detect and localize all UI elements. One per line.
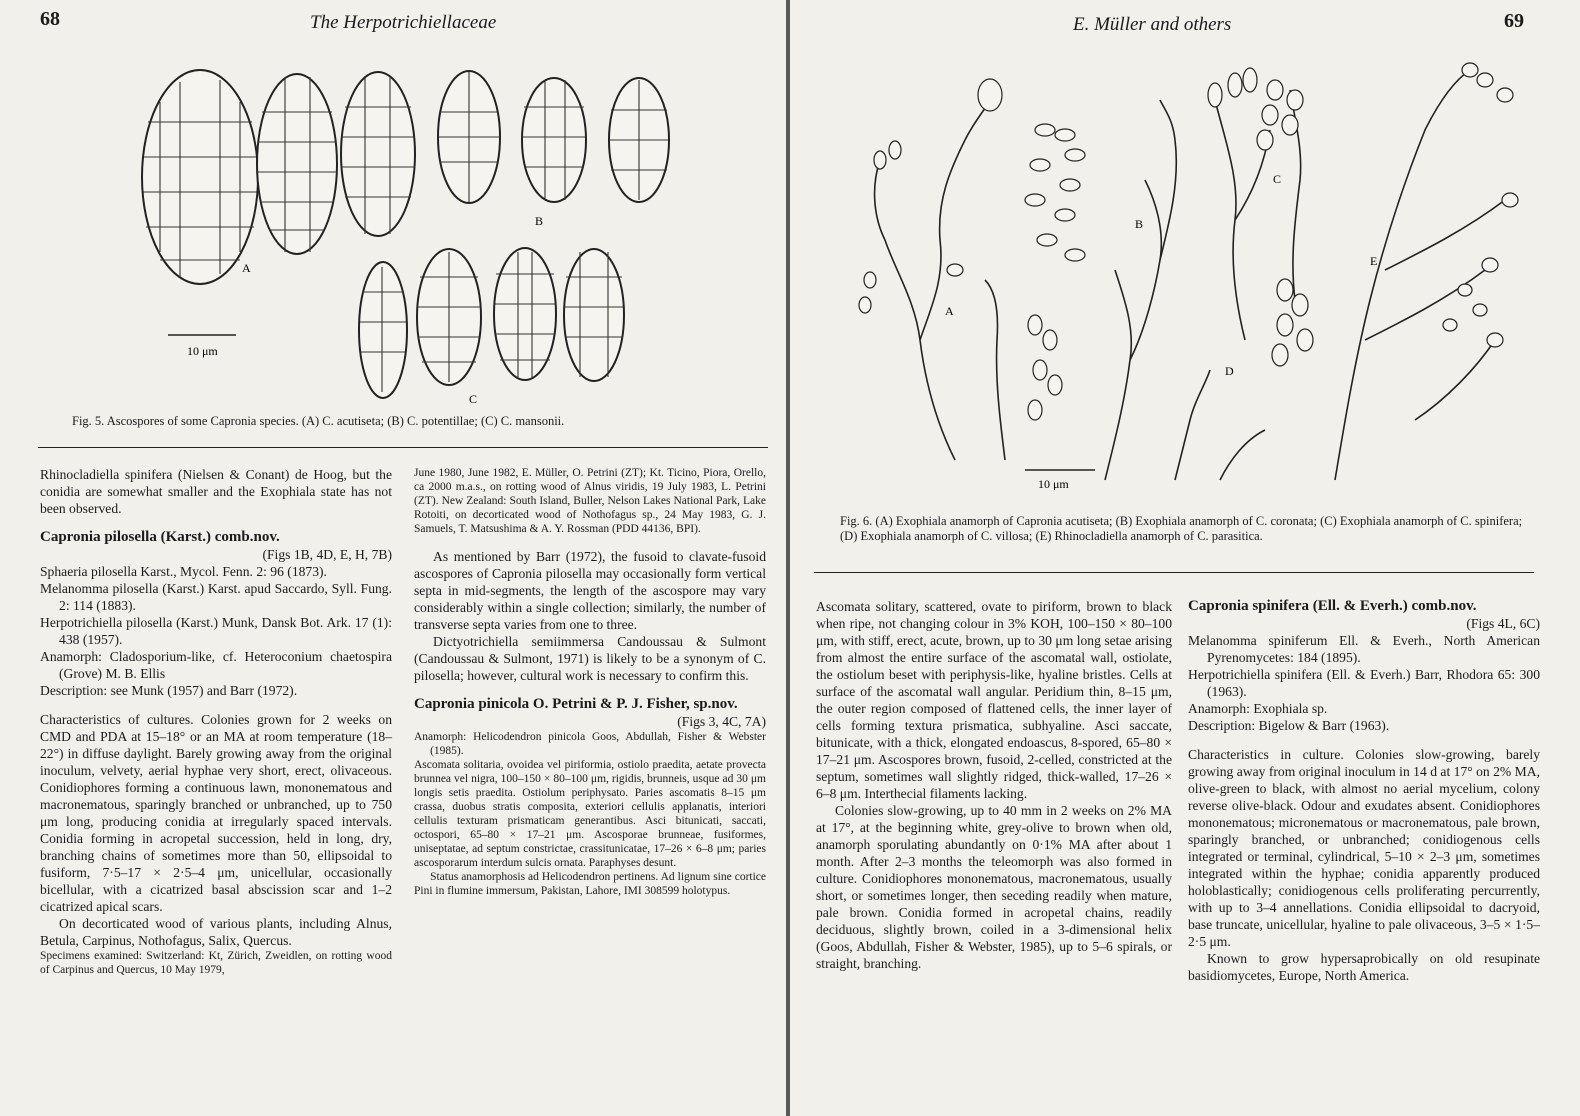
anamorph: Anamorph: Exophiala sp. [1188, 701, 1328, 716]
paragraph: Rhinocladiella spinifera (Nielsen & Conant) de Hoog, but the conidia are somewhat smaller and the Exophiala state has not been observed. [40, 467, 392, 516]
figure-letter-b: B [1135, 217, 1144, 231]
paragraph: Characteristics of cultures. Colonies grown for 2 weeks on CMD and PDA at 15–18° or an MA at room temperature (18–22°) in diffuse daylight. Barely growing away from the original inoculum, velvety, aerial hyphae very short, erect, olivaceous. Conidiophores forming a continuous lawn, mononematous and macronematous, sparingly branched or unbranched, up to 750 μm long, producing conidia at irregularly spaced intervals. Conidia forming in acropetal succession, held in long, dry, branching chains of sometimes more than 50, ellipsoidal to fusiform, 7·5–17 × 2·5–4 μm, unicellular, occasionally bicellular, with a cicatrized basal abscission scar and 1–2 cicatrized apical scars. [40, 712, 392, 914]
latin-diagnosis: Ascomata solitaria, ovoidea vel piriformia, ostiolo praedita, aetate provecta brunnea vel nigra, 100–150 × 80–100 μm, rigidis, brunneis, usque ad 30 μm longis setis praedita. Ostiolum periphysato. Paries ascomatis 8–15 μm crassa, duobus stratis composita, exteriori cellulis applanatis, interiori cellulis texturam prismaticam generantibus. Asci bitunicati, saccati, octospori, 65–80 × 17–21 μm. Ascosporae brunneae, fusiformes, uniseptatae, ad septum constrictae, crassitunicatae, 17–26 × 6–8 μm; paries ascosporarum interdum sulcis ornata. Paraphyses desunt. [414, 759, 766, 869]
paragraph: Ascomata solitary, scattered, ovate to piriform, brown to black when ripe, not changing colour in 3% KOH, 100–150 × 80–100 μm, with stiff, erect, acute, brown, up to 30 μm long setae arising from almost the entire surface of the ascomatal wall, ostiolate, the ostiolum beset with periphysis-like, hyaline bristles. Cells at surface of the ascomatal wall angular. Peridium thin, 8–15 μm, the outer region composed of flattened cells, the inner layer of cells forming textura prismatica, subhyaline. Asci saccate, bitunicate, with a thick, elongated endoascus, 8-spored, 65–80 × 17–21 μm. Ascospores brown, fusoid, 2-celled, constricted at the septum, sometimes wall slightly ridged, thick-walled, 17–26 × 6–8 μm. Interthecial filaments lacking. [816, 599, 1172, 801]
synonym: Herpotrichiella pilosella (Karst.) Munk, Dansk Bot. Ark. 17 (1): 438 (1957). [40, 615, 392, 647]
description-ref: Description: Bigelow & Barr (1963). [1188, 718, 1390, 733]
figure-caption: Fig. 5. Ascospores of some Capronia species. (A) C. acutiseta; (B) C. potentillae; (C) C. mansonii. [72, 414, 565, 428]
synonym: Melanomma spiniferum Ell. & Everh., North American Pyrenomycetes: 184 (1895). [1188, 633, 1540, 665]
figure-anamorphs [825, 40, 1535, 490]
text-column-2 [414, 466, 766, 898]
figure-letter-d: D [1225, 364, 1234, 378]
scale-label: 10 μm [187, 344, 218, 358]
figure-letter-a: A [945, 304, 954, 318]
figure-refs: (Figs 1B, 4D, E, H, 7B) [262, 547, 392, 562]
synonym: Herpotrichiella spinifera (Ell. & Everh.) Barr, Rhodora 65: 300 (1963). [1188, 667, 1540, 699]
page-number: 69 [1504, 10, 1524, 32]
running-head: The Herpotrichiellaceae [310, 12, 497, 33]
paragraph: Characteristics in culture. Colonies slow-growing, barely growing away from original inoculum in 14 d at 17° on 2% MA, olive-green to black, with almost no aerial mycelium, colony reverse olive-black. Odour and exudates absent. Conidiophores mononematous; micronematous or macronematous, pale brown, sparingly branched, or unbranched; conidiogenous cells integrated or terminal, cylindrical, 5–10 × 2–3 μm, sometimes integrated within the hyphae; conidia apparently produced holoblastically; conidiogenous cells proliferating percurrently, with up to 3–4 annellations. Conidia ellipsoidal to dacryoid, base truncate, unicellular, hyaline to pale olivaceous, 3–5 × 1·5–2·5 μm. [1188, 747, 1540, 949]
text-column-2 [1188, 598, 1540, 984]
figure-letter-e: E [1370, 254, 1378, 268]
specimens-examined: Specimens examined: Switzerland: Kt, Zürich, Zweidlen, on rotting wood of Carpinus and Quercus, 10 May 1979, [40, 950, 392, 976]
figure-caption: Fig. 6. (A) Exophiala anamorph of Capronia acutiseta; (B) Exophiala anamorph of C. coronata; (C) Exophiala anamorph of C. spinifera; (D) Exophiala anamorph of C. villosa; (E) Rhinocladiella anamorph of C. parasitica. [840, 514, 1523, 543]
divider [814, 572, 1534, 573]
scale-label: 10 μm [1038, 477, 1069, 490]
figure-letter-a: A [242, 261, 251, 275]
figure-refs: (Figs 4L, 6C) [1466, 616, 1540, 631]
paragraph: Colonies slow-growing, up to 40 mm in 2 weeks on 2% MA at 17°, at the beginning white, grey-olive to brown when old, anamorph sporulating abundantly on 0·1% MA after about 1 month. After 2–3 months the teleomorph was also formed in culture. Conidiophores mononematous, macronematous, usually short, or sometimes longer, then seceding readily when mature, pale brown. Conidia formed in acropetal chains, readily deciduous, slightly brown, coiled in a 3-dimensional helix (Goos, Abdullah, Fisher & Webster, 1985), up to 5–6 spirals, or straight, branching. [816, 803, 1172, 971]
text-column-1 [40, 466, 392, 977]
figure-ascospores [120, 62, 700, 407]
figure-refs: (Figs 3, 4C, 7A) [677, 714, 766, 729]
anamorph: Anamorph: Helicodendron pinicola Goos, Abdullah, Fisher & Webster (1985). [414, 731, 766, 757]
paragraph: As mentioned by Barr (1972), the fusoid to clavate-fusoid ascospores of Capronia pilosella may occasionally form vertical septa in mid-segments, the length of the ascospore may vary considerably within a single collection; similarly, the number of transverse septa varies from one to three. [414, 549, 766, 632]
synonym: Sphaeria pilosella Karst., Mycol. Fenn. 2: 96 (1873). [40, 564, 327, 579]
figure-letter-b: B [535, 214, 544, 228]
species-heading: Capronia spinifera (Ell. & Everh.) comb.nov. [1188, 598, 1477, 614]
text-column-1 [816, 598, 1172, 972]
description-ref: Description: see Munk (1957) and Barr (1972). [40, 683, 298, 698]
left-page [0, 0, 786, 1116]
figure-letter-c: C [469, 392, 478, 406]
right-page [790, 0, 1580, 1116]
species-heading: Capronia pilosella (Karst.) comb.nov. [40, 529, 280, 545]
anamorph: Anamorph: Cladosporium-like, cf. Heteroconium chaetospira (Grove) M. B. Ellis [40, 649, 392, 681]
figure-letter-c: C [1273, 172, 1282, 186]
specimens-continued: June 1980, June 1982, E. Müller, O. Petrini (ZT); Kt. Ticino, Piora, Orello, ca 2000 m.a.s., on rotting wood of Alnus viridis, 19 July 1983, L. Petrini (ZT). New Zealand: South Island, Buller, Nelson Lakes National Park, Lake Rotoiti, on decorticated wood of Nothofagus sp., 24 May 1983, G. J. Samuels, T. Matsushima & A. Y. Rossman (PDD 44136, BPI). [414, 467, 766, 535]
page-number: 68 [40, 8, 60, 30]
paragraph: Dictyotrichiella semiimmersa Candoussau & Sulmont (Candoussau & Sulmont, 1971) is likely to be a synonym of C. pilosella; however, cultural work is necessary to confirm this. [414, 634, 766, 683]
synonym: Melanomma pilosella (Karst.) Karst. apud Saccardo, Syll. Fung. 2: 114 (1883). [40, 581, 392, 613]
latin-diagnosis: Status anamorphosis ad Helicodendron pertinens. Ad lignum sine cortice Pini in flumine immersum, Pakistan, Lahore, IMI 308599 holotypus. [414, 871, 766, 897]
divider [38, 447, 768, 448]
paragraph: Known to grow hypersaprobically on old resupinate basidiomycetes, Europe, North America. [1188, 951, 1540, 983]
paragraph: On decorticated wood of various plants, including Alnus, Betula, Carpinus, Nothofagus, Salix, Quercus. [40, 916, 392, 948]
running-head: E. Müller and others [1073, 14, 1232, 35]
species-heading: Capronia pinicola O. Petrini & P. J. Fisher, sp.nov. [414, 696, 738, 712]
